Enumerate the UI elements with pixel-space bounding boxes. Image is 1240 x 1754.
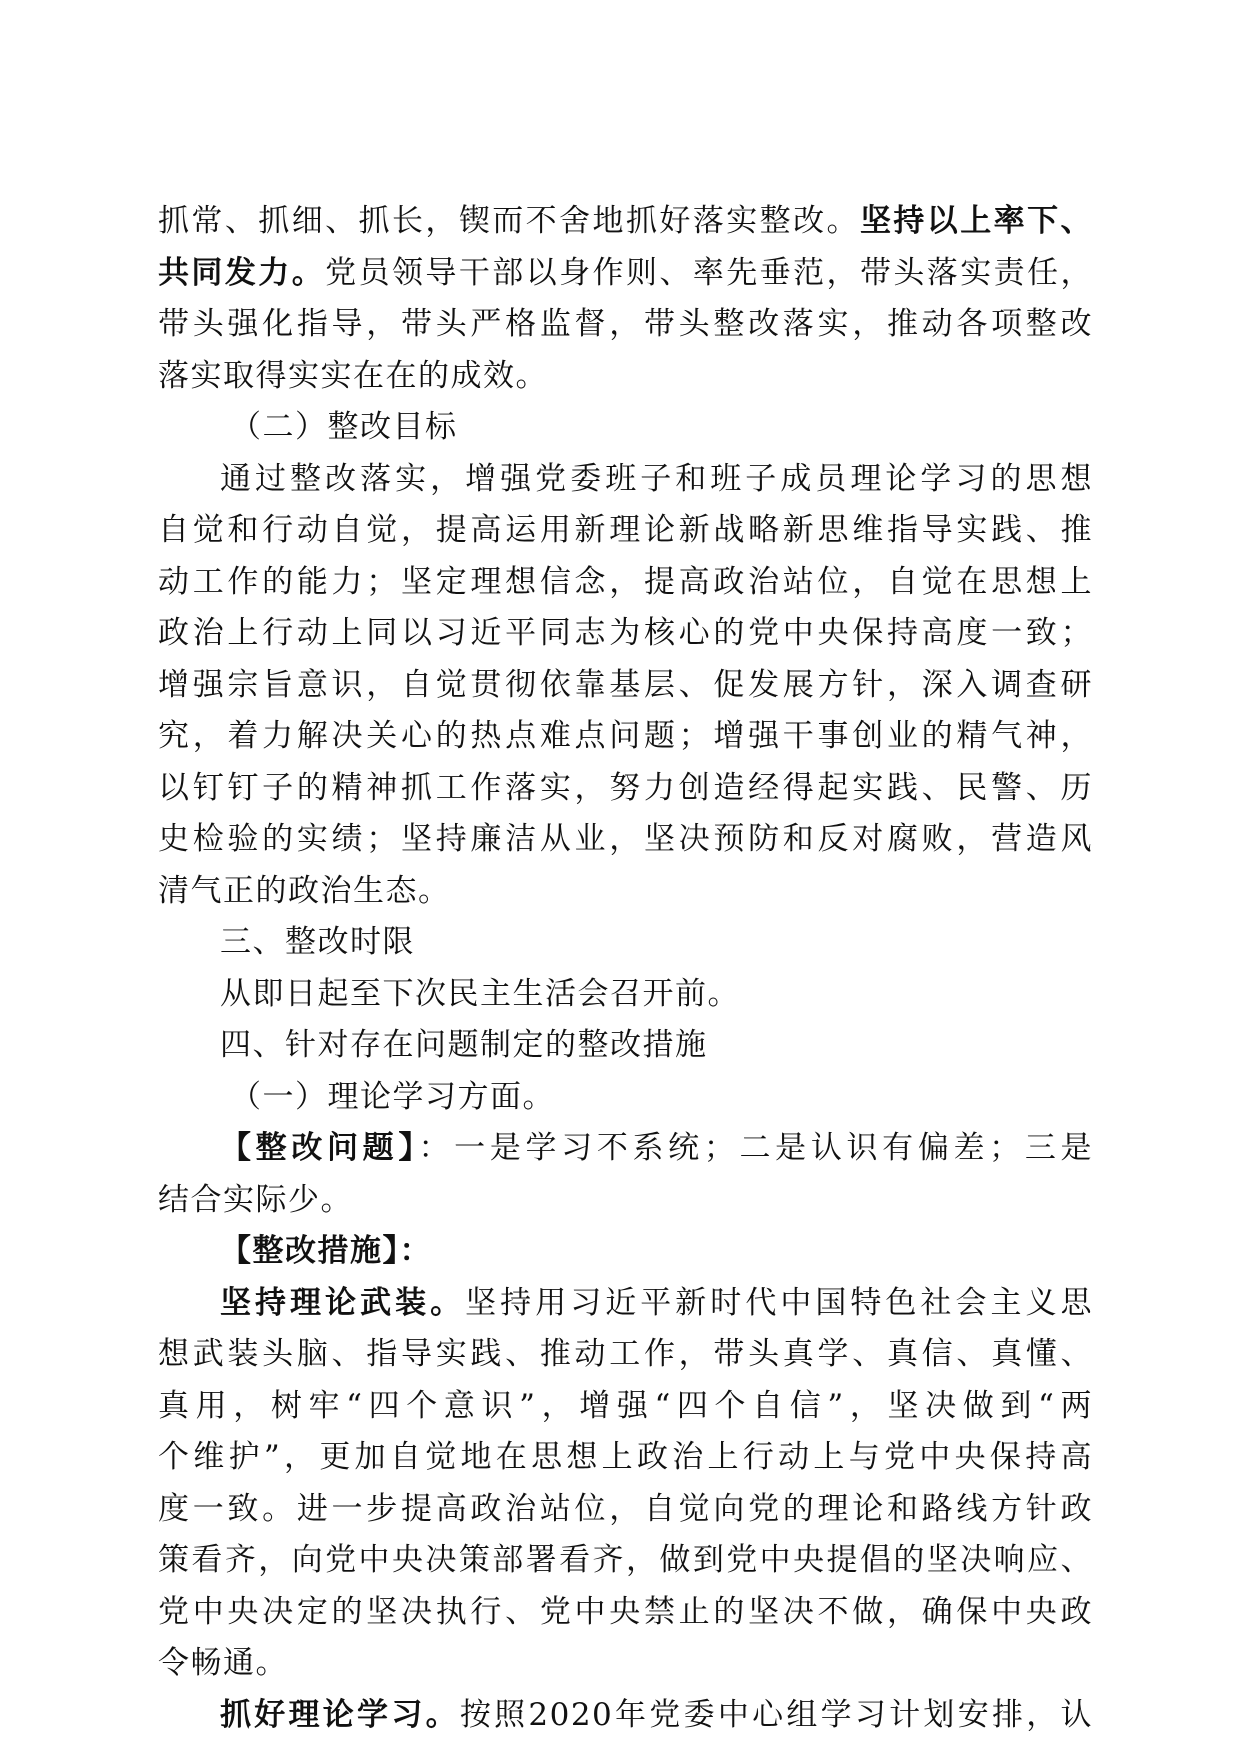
- bold-heading: 坚持理论武装。: [220, 1284, 466, 1321]
- text-segment: 以钉钉子的精神抓工作落实，努力创造经得起实践、民警、历: [158, 769, 1093, 806]
- text-line: [158, 1226, 1093, 1278]
- text-line: [158, 1123, 1093, 1175]
- bold-heading: 【整改措施】：: [220, 1233, 432, 1269]
- text-line: [158, 1175, 1093, 1227]
- bold-heading: 共同发力。: [158, 254, 326, 291]
- text-line: [158, 196, 1093, 248]
- text-segment: 自觉和行动自觉，提高运用新理论新战略新思维指导实践、推: [158, 512, 1093, 548]
- text-line: [158, 1329, 1093, 1381]
- text-line: [158, 1638, 1093, 1690]
- text-line: [158, 711, 1093, 763]
- text-line: [158, 969, 1093, 1021]
- text-line: [158, 1278, 1093, 1330]
- text-segment: 落实取得实实在在的成效。: [158, 357, 548, 394]
- text-segment: 党中央决定的坚决执行、党中央禁止的坚决不做，确保中央政: [158, 1593, 1093, 1630]
- text-segment: 党员领导干部以身作则、率先垂范，带头落实责任，: [325, 254, 1094, 291]
- text-line: [158, 1432, 1093, 1484]
- text-segment: 按照2020年党委中心组学习计划安排，认: [459, 1696, 1093, 1733]
- text-line: [158, 1484, 1093, 1536]
- section-subheading: [158, 402, 1093, 454]
- text-segment: 从即日起至下次民主生活会召开前。: [220, 975, 740, 1012]
- text-line: [158, 866, 1093, 918]
- text-line: [158, 505, 1093, 557]
- text-segment: 想武装头脑、指导实践、推动工作，带头真学、真信、真懂、: [158, 1336, 1093, 1372]
- text-segment: 通过整改落实，增强党委班子和班子成员理论学习的思想: [220, 460, 1093, 497]
- text-segment: 动工作的能力；坚定理想信念，提高政治站位，自觉在思想上: [158, 563, 1093, 600]
- text-line: [158, 1381, 1093, 1433]
- bold-heading: 【整改问题】: [220, 1130, 419, 1166]
- section-heading: [158, 1020, 1093, 1072]
- text-line: [158, 351, 1093, 403]
- text-segment: （二）整改目标: [230, 409, 458, 445]
- text-segment: 坚持用习近平新时代中国特色社会主义思: [465, 1284, 1094, 1321]
- text-segment: 抓常、抓细、抓长，锲而不舍地抓好落实整改。: [158, 203, 860, 239]
- text-segment: 度一致。进一步提高政治站位，自觉向党的理论和路线方针政: [158, 1490, 1093, 1527]
- text-line: [158, 763, 1093, 815]
- text-segment: 政治上行动上同以习近平同志为核心的党中央保持高度一致；: [158, 615, 1093, 651]
- text-line: [158, 1690, 1093, 1742]
- text-line: [158, 1587, 1093, 1639]
- text-segment: （一）理论学习方面。: [230, 1078, 555, 1115]
- text-segment: 带头强化指导，带头严格监督，带头整改落实，推动各项整改: [158, 306, 1093, 342]
- text-segment: 三、整改时限: [220, 924, 415, 960]
- text-line: [158, 557, 1093, 609]
- text-line: [158, 608, 1093, 660]
- text-line: [158, 299, 1093, 351]
- text-segment: 结合实际少。: [158, 1181, 353, 1218]
- text-segment: ：一是学习不系统；二是认识有偏差；三是: [418, 1130, 1093, 1166]
- document-body: [158, 196, 1093, 1741]
- text-segment: 真用，树牢“四个意识”，增强“四个自信”，坚决做到“两: [158, 1387, 1093, 1424]
- text-segment: 个维护”，更加自觉地在思想上政治上行动上与党中央保持高: [158, 1439, 1093, 1475]
- text-segment: 令畅通。: [158, 1645, 288, 1681]
- text-segment: 四、针对存在问题制定的整改措施: [220, 1027, 708, 1063]
- section-subheading: [158, 1072, 1093, 1124]
- section-heading: [158, 917, 1093, 969]
- text-segment: 究，着力解决关心的热点难点问题；增强干事创业的精气神，: [158, 718, 1093, 754]
- bold-heading: 坚持以上率下、: [859, 203, 1094, 239]
- text-line: [158, 1535, 1093, 1587]
- text-segment: 清气正的政治生态。: [158, 872, 451, 909]
- bold-heading: 抓好理论学习。: [220, 1696, 460, 1733]
- text-line: [158, 454, 1093, 506]
- text-line: [158, 248, 1093, 300]
- text-line: [158, 814, 1093, 866]
- text-segment: 增强宗旨意识，自觉贯彻依靠基层、促发展方针，深入调查研: [158, 666, 1093, 703]
- text-line: [158, 660, 1093, 712]
- text-segment: 策看齐，向党中央决策部署看齐，做到党中央提倡的坚决响应、: [158, 1542, 1093, 1578]
- text-segment: 史检验的实绩；坚持廉洁从业，坚决预防和反对腐败，营造风: [158, 821, 1093, 857]
